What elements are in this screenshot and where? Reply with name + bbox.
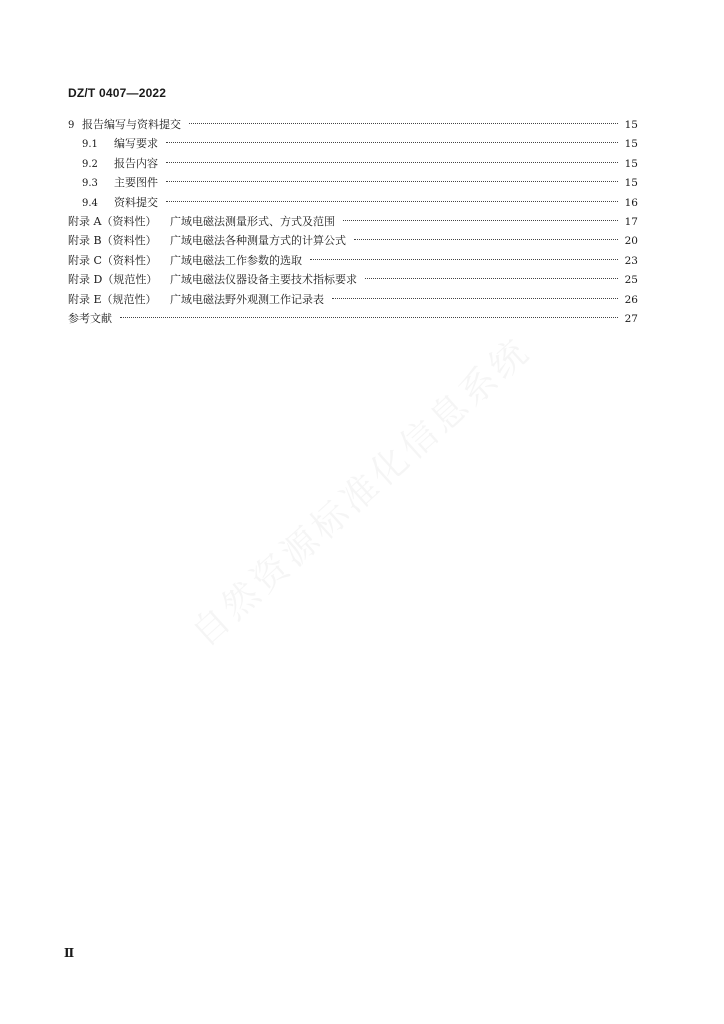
- dot-leader: [166, 201, 618, 202]
- dot-leader: [354, 239, 618, 240]
- document-code: DZ/T 0407—2022: [68, 86, 167, 100]
- dot-leader: [332, 298, 618, 299]
- toc-page-number: 17: [624, 215, 638, 228]
- dot-leader: [343, 220, 618, 221]
- table-of-contents: [68, 115, 638, 328]
- toc-entry-appendix-a[interactable]: [68, 212, 638, 231]
- toc-entry-9-3[interactable]: [68, 173, 638, 192]
- dot-leader: [166, 162, 618, 163]
- toc-title: 广域电磁法工作参数的选取: [170, 253, 302, 267]
- toc-page-number: 26: [624, 293, 638, 306]
- toc-title: 广域电磁法野外观测工作记录表: [170, 292, 324, 306]
- toc-number: 9.1: [82, 139, 98, 151]
- toc-page-number: 15: [624, 119, 638, 131]
- toc-title: 广域电磁法仪器设备主要技术指标要求: [170, 273, 357, 287]
- toc-appendix-label: 附录 C（资料性）: [68, 253, 157, 267]
- toc-entry-appendix-e[interactable]: [68, 290, 638, 309]
- dot-leader: [166, 181, 618, 182]
- toc-number: 9.3: [82, 178, 98, 190]
- toc-entry-9-4[interactable]: [68, 193, 638, 212]
- toc-title: 广域电磁法各种测量方式的计算公式: [170, 234, 346, 248]
- toc-page-number: 27: [624, 312, 638, 325]
- dot-leader: [166, 142, 618, 143]
- toc-page-number: 23: [624, 254, 638, 267]
- toc-appendix-label: 附录 E（规范性）: [68, 292, 157, 306]
- toc-number: 9.2: [82, 158, 98, 170]
- dot-leader: [189, 123, 618, 124]
- dot-leader: [310, 259, 618, 260]
- toc-title: 编写要求: [114, 137, 158, 151]
- toc-entry-appendix-b[interactable]: [68, 231, 638, 250]
- toc-title: 报告编写与资料提交: [82, 118, 181, 131]
- toc-title: 主要图件: [114, 176, 158, 190]
- dot-leader: [365, 278, 618, 279]
- toc-entry-appendix-c[interactable]: [68, 251, 638, 270]
- dot-leader: [120, 317, 618, 318]
- toc-entry-appendix-d[interactable]: [68, 270, 638, 289]
- watermark: 自然资源标准化信息系统: [184, 330, 539, 655]
- toc-page-number: 15: [624, 138, 638, 151]
- toc-number: 9: [68, 120, 75, 131]
- toc-title: 广域电磁法测量形式、方式及范围: [170, 214, 335, 228]
- toc-page-number: 15: [624, 157, 638, 170]
- toc-number: 9.4: [82, 197, 98, 209]
- toc-appendix-label: 附录 B（资料性）: [68, 234, 157, 248]
- toc-entry-9[interactable]: [68, 115, 638, 134]
- toc-page-number: 16: [624, 196, 638, 209]
- toc-title: 报告内容: [114, 156, 158, 170]
- toc-entry-9-2[interactable]: [68, 154, 638, 173]
- toc-page-number: 20: [624, 235, 638, 248]
- toc-appendix-label: 附录 A（资料性）: [68, 214, 157, 228]
- toc-appendix-label: 附录 D（规范性）: [68, 273, 158, 287]
- toc-entry-references[interactable]: [68, 309, 638, 328]
- toc-page-number: 15: [624, 177, 638, 190]
- page-number-roman: Ⅱ: [64, 946, 75, 960]
- toc-title: 资料提交: [114, 195, 158, 209]
- toc-page-number: 25: [624, 274, 638, 287]
- toc-title: 参考文献: [68, 311, 112, 325]
- toc-entry-9-1[interactable]: [68, 134, 638, 153]
